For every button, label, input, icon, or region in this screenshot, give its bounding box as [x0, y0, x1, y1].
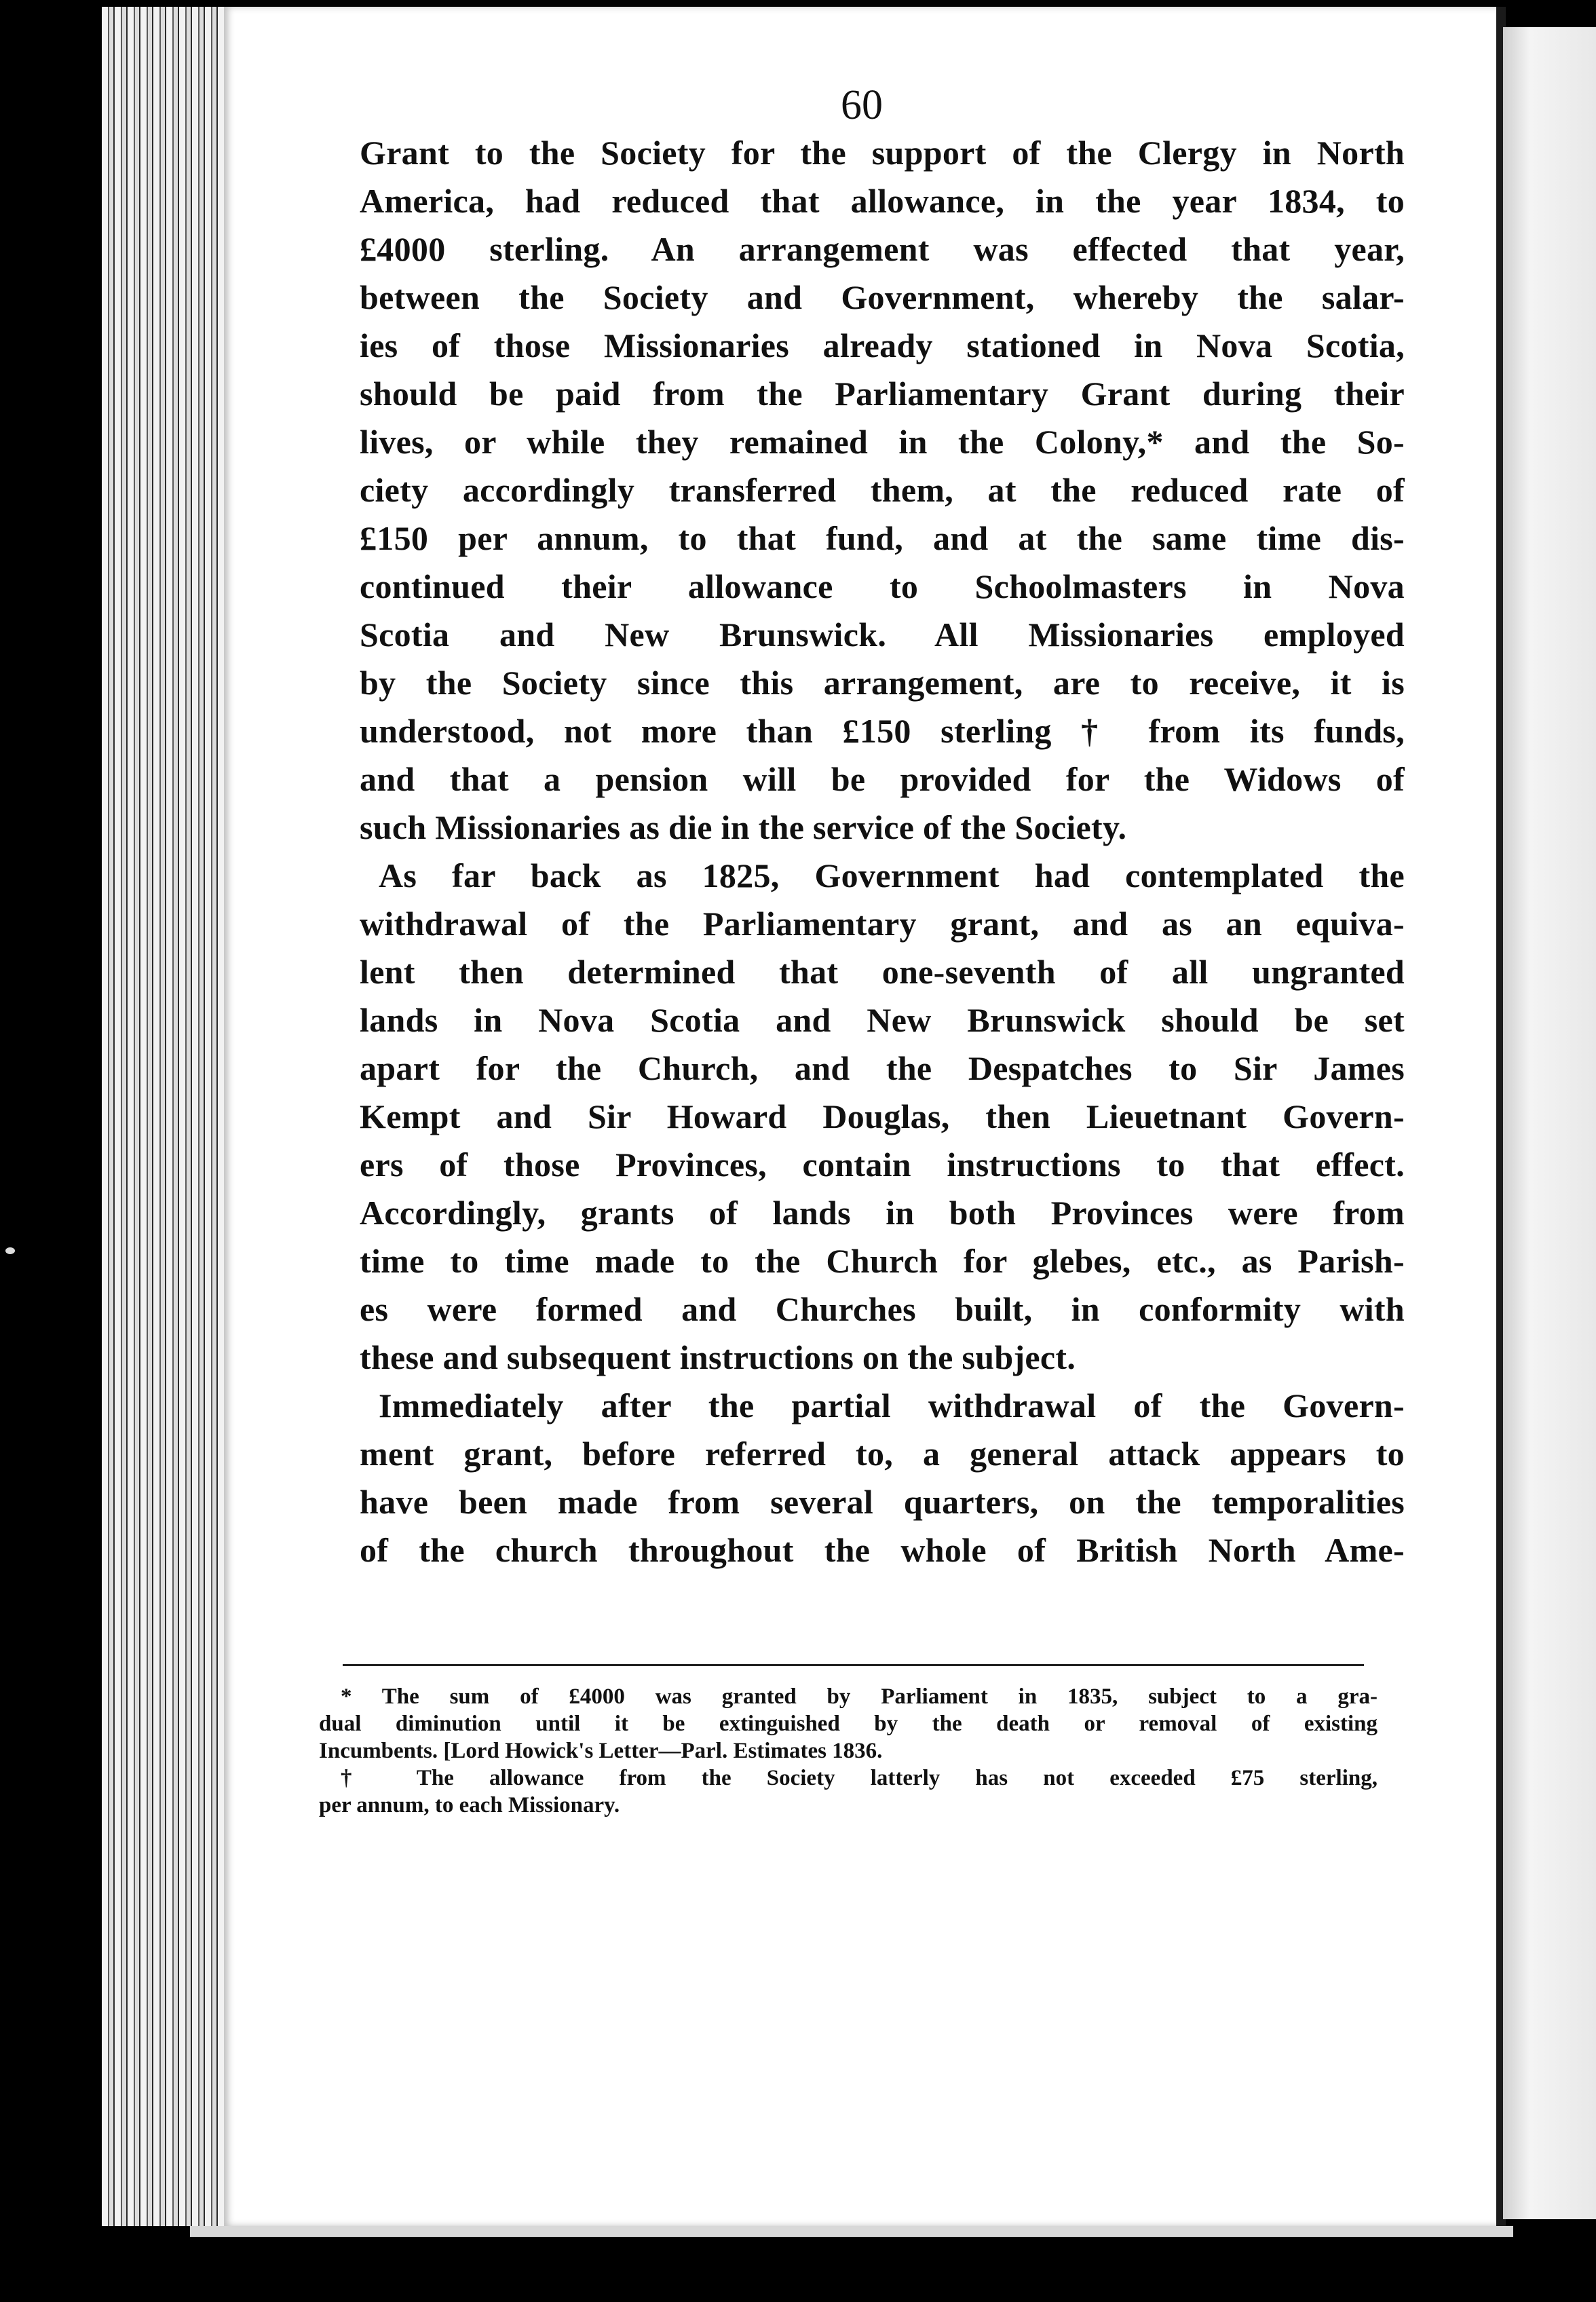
text-line: and that a pension will be provided for the Widows of — [360, 760, 1405, 798]
facing-page-edge — [1503, 27, 1596, 2219]
page-number: 60 — [841, 82, 883, 128]
text-line: ies of those Missionaries already stationed in Nova Scotia, — [360, 326, 1405, 364]
scan-speck — [5, 1247, 15, 1254]
text-line: should be paid from the Parliamentary Grant during their — [360, 375, 1405, 413]
text-line: of the church throughout the whole of British North Ame- — [360, 1531, 1405, 1569]
footnote-line: per annum, to each Missionary. — [319, 1793, 620, 1817]
footnotes — [319, 1683, 1378, 1819]
footnote-line: Incumbents. [Lord Howick's Letter—Parl. Estimates 1836. — [319, 1739, 883, 1763]
text-line: £4000 sterling. An arrangement was effected that year, — [360, 230, 1405, 268]
footnote-line: † The allowance from the Society latterly has not exceeded £75 sterling, — [341, 1766, 1378, 1790]
text-line: time to time made to the Church for glebes, etc., as Parish- — [360, 1242, 1405, 1280]
text-line: continued their allowance to Schoolmasters in Nova — [360, 567, 1405, 605]
footnote-line: dual diminution until it be extinguished by the death or removal of existing — [319, 1712, 1378, 1736]
text-line: ciety accordingly transferred them, at the reduced rate of — [360, 471, 1405, 509]
body-text — [360, 129, 1405, 1574]
page-bottom-edge — [190, 2226, 1513, 2237]
text-line: ers of those Provinces, contain instructions to that effect. — [360, 1146, 1405, 1184]
text-line: Grant to the Society for the support of the Clergy in North — [360, 134, 1405, 172]
text-line: es were formed and Churches built, in conformity with — [360, 1290, 1405, 1328]
text-line: lands in Nova Scotia and New Brunswick should be set — [360, 1001, 1405, 1039]
text-line: America, had reduced that allowance, in the year 1834, to — [360, 182, 1405, 220]
text-line: withdrawal of the Parliamentary grant, and as an equiva- — [360, 905, 1405, 943]
text-line: by the Society since this arrangement, are to receive, it is — [360, 664, 1405, 702]
text-line: these and subsequent instructions on the subject. — [360, 1338, 1076, 1376]
book-page-edges — [102, 7, 238, 2226]
text-line: lent then determined that one-seventh of all ungranted — [360, 953, 1405, 991]
footnote-line: * The sum of £4000 was granted by Parliament in 1835, subject to a gra- — [341, 1684, 1378, 1709]
text-line: between the Society and Government, whereby the salar- — [360, 278, 1405, 316]
text-line: have been made from several quarters, on the temporalities — [360, 1483, 1405, 1521]
text-line: Accordingly, grants of lands in both Provinces were from — [360, 1194, 1405, 1232]
text-line: Kempt and Sir Howard Douglas, then Lieuetnant Govern- — [360, 1097, 1405, 1135]
text-line: As far back as 1825, Government had contemplated the — [379, 856, 1405, 894]
text-line: Scotia and New Brunswick. All Missionaries employed — [360, 616, 1405, 654]
text-line: understood, not more than £150 sterling † from its funds, — [360, 712, 1405, 750]
text-line: Immediately after the partial withdrawal of the Govern- — [379, 1386, 1405, 1424]
text-line: lives, or while they remained in the Colony,* and the So- — [360, 423, 1405, 461]
text-line: £150 per annum, to that fund, and at the same time dis- — [360, 519, 1405, 557]
text-line: such Missionaries as die in the service of the Society. — [360, 808, 1127, 846]
text-line: ment grant, before referred to, a general attack appears to — [360, 1435, 1405, 1473]
text-line: apart for the Church, and the Despatches to Sir James — [360, 1049, 1405, 1087]
footnote-divider — [343, 1664, 1364, 1666]
